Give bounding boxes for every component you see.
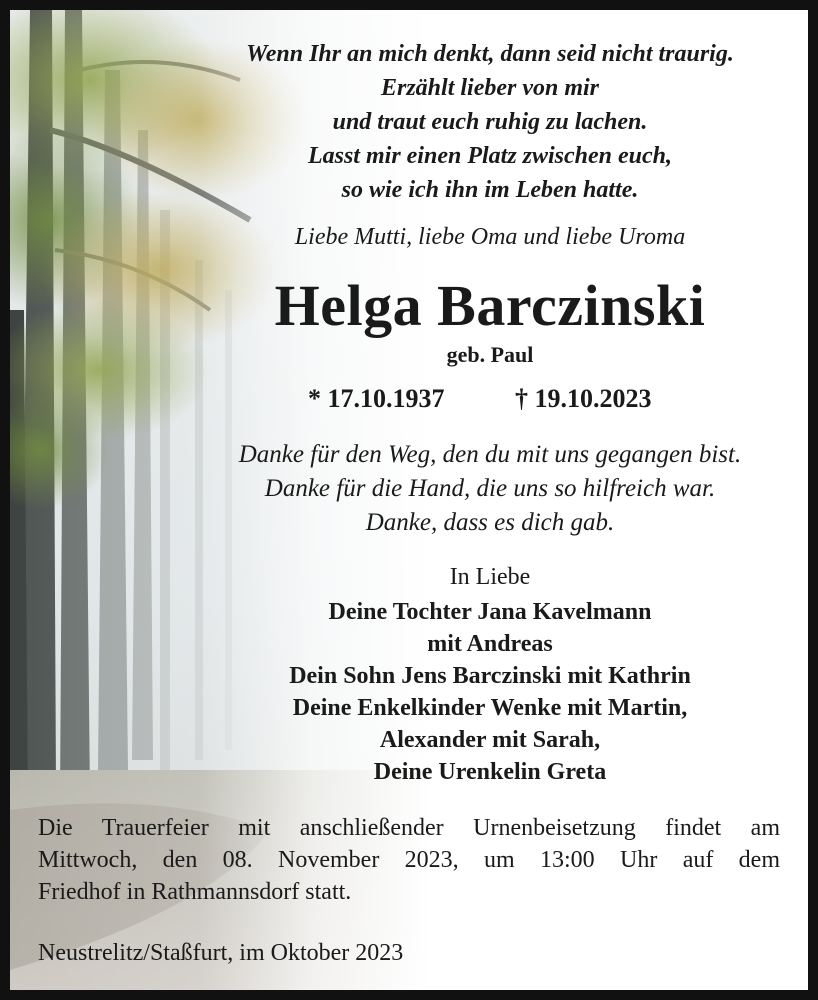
family-line: Deine Urenkelin Greta [373, 759, 607, 785]
obituary-content [10, 10, 808, 990]
poem-line: und traut euch ruhig zu lachen. [332, 109, 648, 135]
life-dates [190, 384, 790, 418]
family-line: Dein Sohn Jens Barczinski mit Kathrin [289, 663, 691, 689]
funeral-info [38, 812, 780, 908]
funeral-info-line: Friedhof in Rathmannsdorf statt. [38, 879, 352, 905]
thanks-line: Danke, dass es dich gab. [365, 509, 615, 536]
death-date: † 19.10.2023 [515, 384, 652, 413]
family-line: Deine Enkelkinder Wenke mit Martin, [292, 695, 688, 721]
poem-line: Erzählt lieber von mir [380, 75, 600, 101]
place-and-date: Neustrelitz/Staßfurt, im Oktober 2023 [38, 940, 404, 966]
funeral-info-line: Mittwoch, den 08. November 2023, um 13:00 Uhr auf dem [38, 847, 780, 873]
poem-line: Wenn Ihr an mich denkt, dann seid nicht traurig. [246, 41, 734, 67]
birth-date: * 17.10.1937 [308, 384, 445, 413]
birth-name: geb. Paul [446, 342, 534, 367]
family-line: mit Andreas [427, 631, 553, 657]
thanks-line: Danke für den Weg, den du mit uns gegangen bist. [238, 441, 742, 468]
family-line: Deine Tochter Jana Kavelmann [328, 599, 652, 625]
deceased-name: Helga Barczinski [274, 273, 706, 338]
funeral-info-line: Die Trauerfeier mit anschließender Urnenbeisetzung findet am [38, 815, 780, 841]
address-line: Liebe Mutti, liebe Oma und liebe Uroma [294, 224, 686, 250]
in-love-line: In Liebe [449, 564, 531, 590]
family-line: Alexander mit Sarah, [379, 727, 601, 753]
poem-line: Lasst mir einen Platz zwischen euch, [307, 143, 673, 169]
poem-line: so wie ich ihn im Leben hatte. [341, 177, 639, 203]
thanks-line: Danke für die Hand, die uns so hilfreich war. [264, 475, 716, 502]
